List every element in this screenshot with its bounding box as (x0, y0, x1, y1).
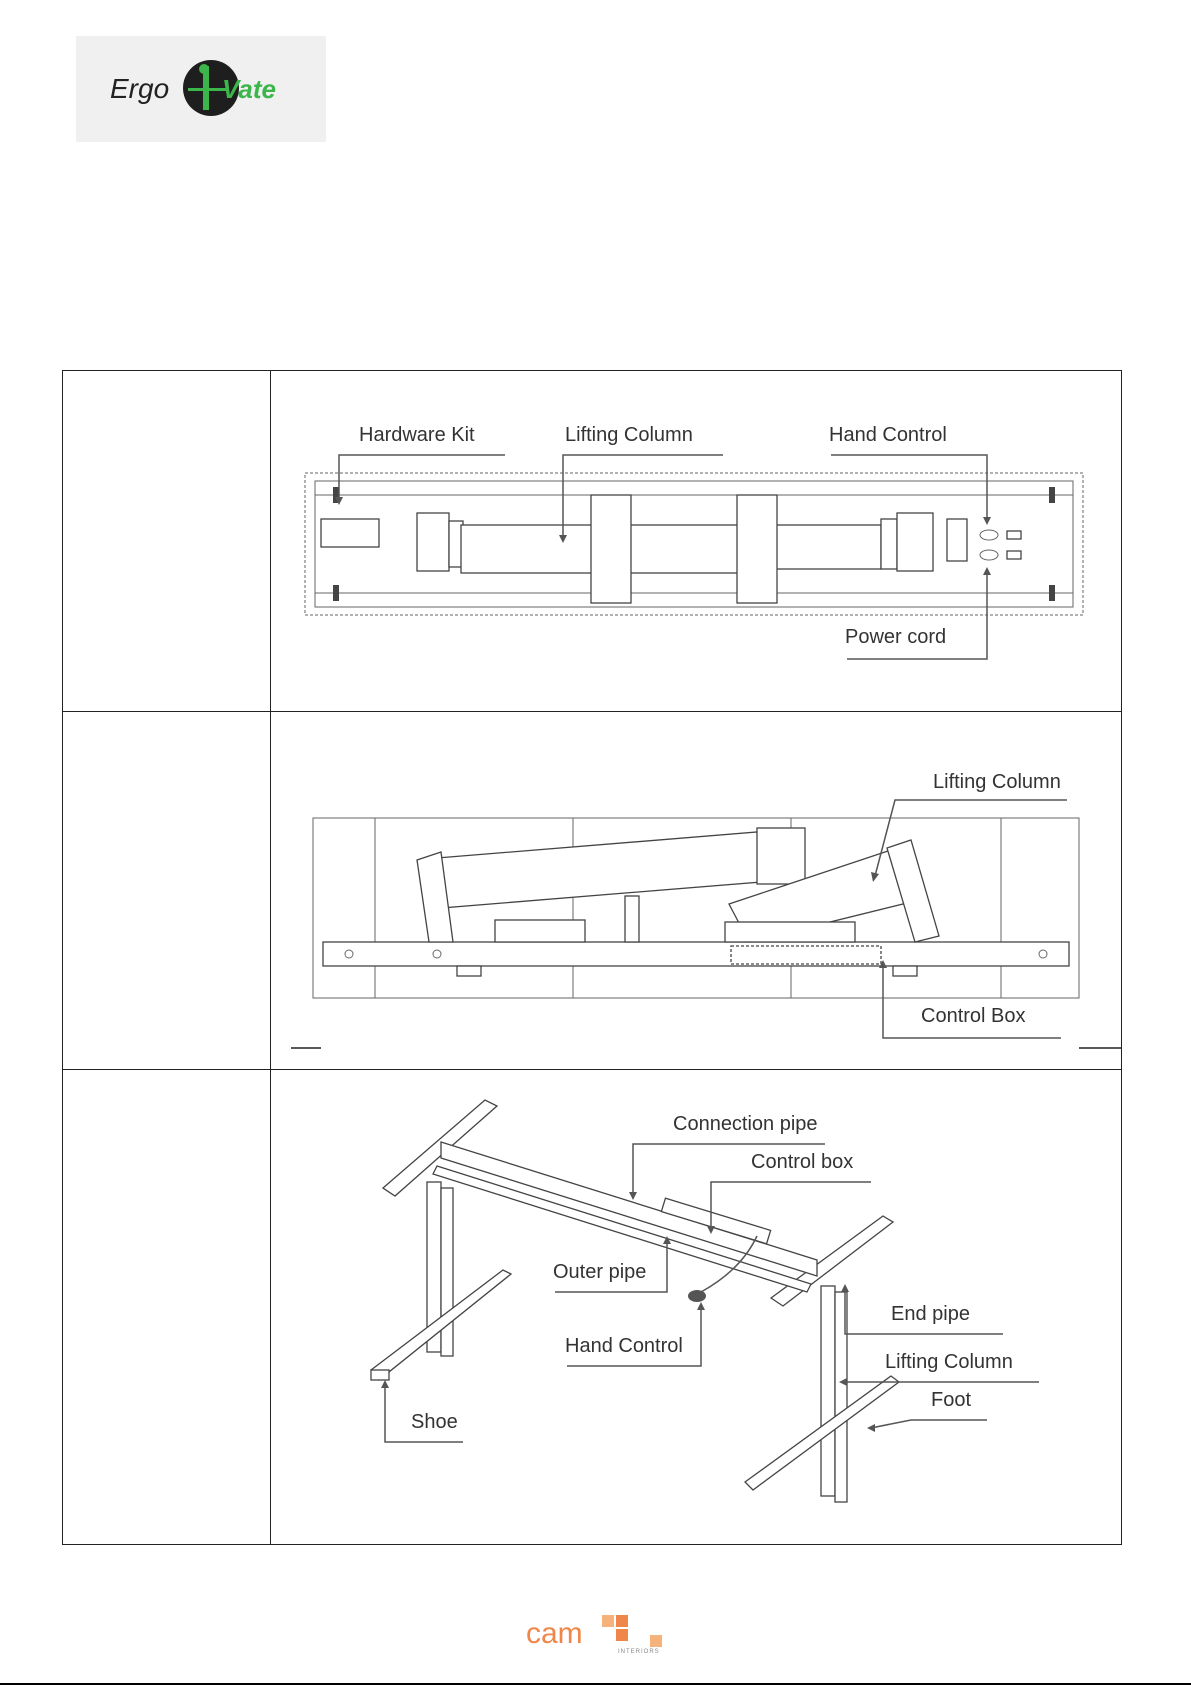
packed-frame-diagram (271, 712, 1121, 1070)
logo-text-vate: Vate (222, 74, 276, 104)
components-table (62, 370, 1122, 1545)
footer-brand-text: cam (526, 1617, 583, 1650)
label-shoe: Shoe (411, 1411, 458, 1433)
packed-frame-figure-cell (271, 712, 1121, 1069)
label-outer-pipe: Outer pipe (553, 1261, 647, 1283)
table-row-package (63, 371, 1121, 712)
label-lifting-column: Lifting Column (885, 1351, 1013, 1373)
table-row-assembled-frame (63, 1070, 1121, 1544)
label-lifting-column: Lifting Column (565, 424, 693, 446)
label-power-cord: Power cord (845, 626, 947, 648)
assembled-frame-figure-cell (271, 1070, 1121, 1544)
lifting-column-drawing (821, 1286, 835, 1496)
row-label-cell (63, 712, 271, 1069)
package-diagram (271, 371, 1121, 711)
label-hand-control: Hand Control (829, 424, 947, 446)
label-hand-control: Hand Control (565, 1335, 683, 1357)
hand-control-drawing (688, 1290, 706, 1302)
label-foot: Foot (931, 1389, 972, 1411)
label-lifting-column: Lifting Column (933, 771, 1061, 793)
lifting-column-drawing (437, 832, 761, 908)
label-hardware-kit: Hardware Kit (359, 424, 475, 446)
label-control-box: Control box (751, 1151, 854, 1173)
cam-interiors-logo (520, 1613, 670, 1661)
label-end-pipe: End pipe (891, 1303, 970, 1325)
label-control-box: Control Box (921, 1005, 1026, 1027)
row-label-cell (63, 371, 271, 711)
assembled-frame-diagram (271, 1070, 1121, 1544)
logo-text-ergo: Ergo (110, 73, 170, 104)
ergovate-logo (76, 36, 326, 142)
hand-control-drawing (947, 519, 967, 561)
footer-sub-text: INTERIORS (618, 1649, 660, 1655)
control-box-drawing (731, 946, 881, 964)
row-label-cell (63, 1070, 271, 1544)
table-row-packed-frame (63, 712, 1121, 1070)
label-connection-pipe: Connection pipe (673, 1113, 818, 1135)
package-figure-cell (271, 371, 1121, 711)
shoe-drawing (371, 1370, 389, 1380)
